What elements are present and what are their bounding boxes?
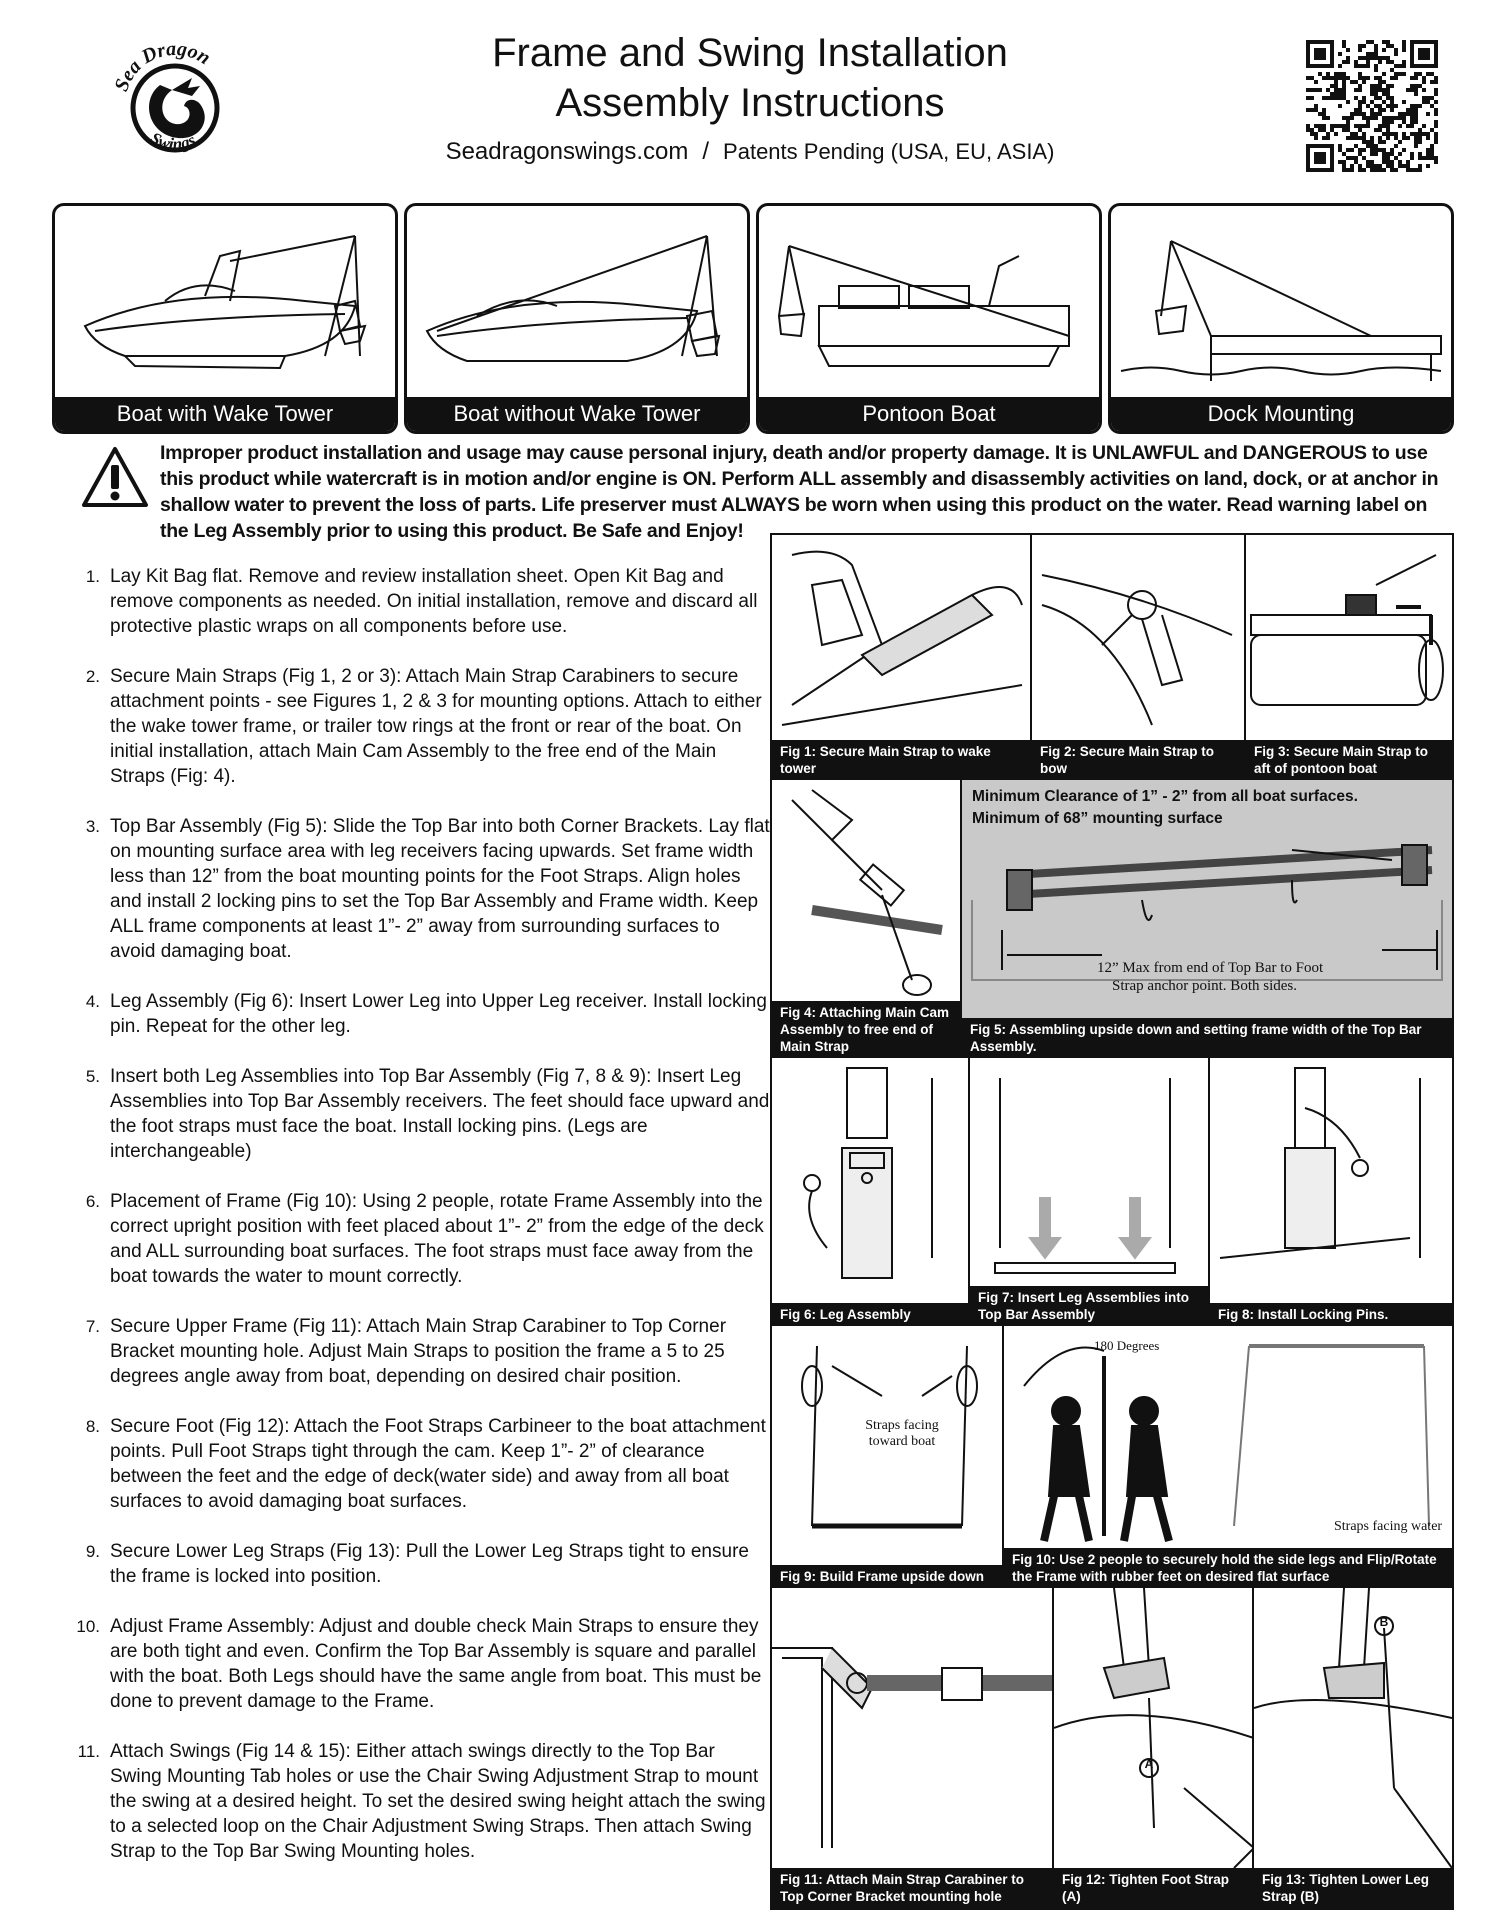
pontoon-boat-illustration	[759, 206, 1099, 396]
straps-water-note: Straps facing water	[1334, 1519, 1443, 1534]
sea-dragon-logo	[100, 30, 250, 180]
fig10-note: 180 Degrees	[1094, 1338, 1160, 1353]
fig1-caption: Fig 1: Secure Main Strap to wake tower	[772, 740, 1032, 780]
fig12-illustration	[1054, 1588, 1254, 1868]
step-11: 11. Attach Swings (Fig 14 & 15): Either attach swings directly to the Top Bar Swing Mounting Tab holes or use the Chair Swing Adjustment Strap to mount the swing at a desired height. To set the desired swing height attach the swing to a selected loop on the Chair Adjustment Swing Straps. Then attach Swing Strap to the Top Bar Swing Mounting holes.	[77, 1741, 766, 1862]
mount-card-no-tower	[404, 203, 750, 434]
step-8: 8. Secure Foot (Fig 12): Attach the Foot Straps Carbineer to the boat attachment points. Pull Foot Straps tight through the cam. Keep 1”- 2” of clearance between the feet and the edge of deck(water side) and away from all boat surfaces to avoid damaging boat surfaces.	[85, 1416, 766, 1512]
mount-card-pontoon	[756, 203, 1102, 434]
figure-9	[770, 1324, 1006, 1590]
boat-wake-tower-illustration	[55, 206, 395, 396]
fig5-caption: Fig 5: Assembling upside down and setting frame width of the Top Bar Assembly.	[962, 1018, 1452, 1058]
step-7: 7. Secure Upper Frame (Fig 11): Attach Main Strap Carabiner to Top Corner Bracket mounting hole. Adjust Main Straps to position the frame a 5 to 25 degrees angle away from boat, depending on desired chair position.	[85, 1316, 727, 1387]
fig6-caption: Fig 6: Leg Assembly	[772, 1303, 970, 1326]
figure-1	[770, 533, 1034, 782]
mount-label-wake-tower: Boat with Wake Tower	[55, 397, 395, 431]
figure-13	[1252, 1586, 1454, 1910]
fig13-caption: Fig 13: Tighten Lower Leg Strap (B)	[1254, 1868, 1452, 1908]
mount-label-pontoon: Pontoon Boat	[759, 397, 1099, 431]
boat-no-tower-illustration	[407, 206, 747, 396]
figure-4	[770, 778, 964, 1060]
fig7-caption: Fig 7: Insert Leg Assemblies into Top Bar Assembly	[970, 1286, 1210, 1326]
logo-text-top: Sea Dragon	[110, 37, 215, 95]
warning-icon	[80, 445, 150, 509]
step-4: 4. Leg Assembly (Fig 6): Insert Lower Leg into Upper Leg receiver. Install locking pin. Repeat for the other leg.	[85, 991, 767, 1037]
figure-12	[1052, 1586, 1256, 1910]
patents-text: Patents Pending (USA, EU, ASIA)	[723, 139, 1055, 164]
step-2: 2. Secure Main Straps (Fig 1, 2 or 3): Attach Main Strap Carabiners to secure attachment points - see Figures 1, 2 & 3 for mounting options. Attach to either the wake tower frame, or trailer tow rings at the front or rear of the boat. On initial installation, attach Main Cam Assembly to the free end of the Main Straps (Fig: 4).	[85, 666, 762, 787]
separator: /	[702, 138, 710, 165]
figure-7	[968, 1056, 1212, 1328]
fig5-note-mounting: Minimum of 68” mounting surface	[972, 810, 1223, 827]
qr-code[interactable]	[1306, 40, 1438, 172]
mount-label-dock: Dock Mounting	[1111, 397, 1451, 431]
fig5-note-anchor: Strap anchor point. Both sides.	[1112, 978, 1297, 994]
step-1: 1. Lay Kit Bag flat. Remove and review installation sheet. Open Kit Bag and remove components as needed. On initial installation, remove and discard all protective plastic wraps on all components before use.	[85, 566, 758, 637]
step-10: 10. Adjust Frame Assembly: Adjust and double check Main Straps to ensure they are both tight and even. Confirm the Top Bar Assembly is square and parallel with the boat. Both Legs should have the same angle from boat. This must be done to prevent damage to the Frame.	[76, 1616, 762, 1712]
figure-8	[1208, 1056, 1454, 1328]
fig5-note-max: 12” Max from end of Top Bar to Foot	[1097, 960, 1324, 976]
fig11-caption: Fig 11: Attach Main Strap Carabiner to Top Corner Bracket mounting hole	[772, 1868, 1054, 1908]
mount-card-wake-tower	[52, 203, 398, 434]
step-5: 5. Insert both Leg Assemblies into Top Bar Assembly (Fig 7, 8 & 9): Insert Leg Assemblies into Top Bar Assembly receivers. The feet should face upward and the foot straps must face the boat. Install locking pins. (Legs are interchangeable)	[85, 1066, 770, 1162]
fig13-marker: B	[1379, 1615, 1389, 1629]
step-3: 3. Top Bar Assembly (Fig 5): Slide the Top Bar into both Corner Brackets. Lay flat on mounting surface area with leg receivers facing upwards. Set frame width less than 12” from the boat mounting points for the Foot Straps. Align holes and install 2 locking pins to set the Top Bar Assembly and Frame width. Keep ALL frame components at least 1”- 2” away from surrounding surfaces to avoid damaging boat.	[85, 816, 770, 962]
warning-text: Improper product installation and usage may cause personal injury, death and/or property damage. It is UNLAWFUL and DANGEROUS to use this product while watercraft is in motion and/or engine is ON. Perform ALL assembly and disassembly activities on land, dock, or at anchor in shallow water to prevent the loss of parts. Life preserver must ALWAYS be worn when using this product on the water. Read warning label on the Leg Assembly prior to using this product. Be Safe and Enjoy!	[160, 442, 1439, 542]
fig11-illustration	[772, 1588, 1054, 1868]
fig5-note-clearance: Minimum Clearance of 1” - 2” from all boat surfaces.	[972, 788, 1358, 805]
step-6: 6. Placement of Frame (Fig 10): Using 2 people, rotate Frame Assembly into the correct upright position with feet placed about 1”- 2” from the edge of the deck and ALL surrounding boat surfaces. The foot straps must face away from the boat towards the water to mount correctly.	[85, 1191, 764, 1287]
figure-3	[1244, 533, 1454, 782]
fig8-caption: Fig 8: Install Locking Pins.	[1210, 1303, 1452, 1326]
fig4-caption: Fig 4: Attaching Main Cam Assembly to free end of Main Strap	[772, 1001, 962, 1058]
fig2-illustration	[1032, 535, 1246, 740]
figure-2	[1030, 533, 1248, 782]
fig9-caption: Fig 9: Build Frame upside down	[772, 1565, 1004, 1588]
fig9-note: Straps facing toward boat	[865, 1418, 939, 1449]
fig10-illustration	[1004, 1326, 1452, 1548]
fig12-marker: A	[1144, 1757, 1154, 1771]
website-link[interactable]: Seadragonswings.com	[445, 138, 689, 165]
fig7-illustration	[970, 1058, 1210, 1288]
fig10-caption: Fig 10: Use 2 people to securely hold the side legs and Flip/Rotate the Frame with rubber feet on desired flat surface	[1004, 1548, 1452, 1588]
fig8-illustration	[1210, 1058, 1452, 1288]
mount-card-dock	[1108, 203, 1454, 434]
fig3-illustration	[1246, 535, 1452, 740]
fig3-caption: Fig 3: Secure Main Strap to aft of pontoon boat	[1246, 740, 1452, 780]
figure-5	[960, 778, 1454, 1060]
fig4-illustration	[772, 780, 962, 998]
figure-11	[770, 1586, 1056, 1910]
figure-6	[770, 1056, 972, 1328]
figure-10	[1002, 1324, 1454, 1590]
logo-text-bottom: Swings	[147, 128, 199, 154]
fig2-caption: Fig 2: Secure Main Strap to bow	[1032, 740, 1246, 780]
fig6-illustration	[772, 1058, 970, 1288]
dock-illustration	[1111, 206, 1451, 396]
title-line-2: Assembly Instructions	[555, 81, 945, 125]
page-title	[380, 28, 1120, 128]
mount-label-no-tower: Boat without Wake Tower	[407, 397, 747, 431]
fig13-illustration	[1254, 1588, 1452, 1868]
instruction-steps	[58, 564, 770, 1889]
fig12-caption: Fig 12: Tighten Foot Strap (A)	[1054, 1868, 1254, 1908]
subtitle-line	[380, 138, 1120, 166]
fig1-illustration	[772, 535, 1032, 740]
title-line-1: Frame and Swing Installation	[492, 31, 1008, 75]
step-9: 9. Secure Lower Leg Straps (Fig 13): Pull the Lower Leg Straps tight to ensure the frame is locked into position.	[85, 1541, 749, 1587]
